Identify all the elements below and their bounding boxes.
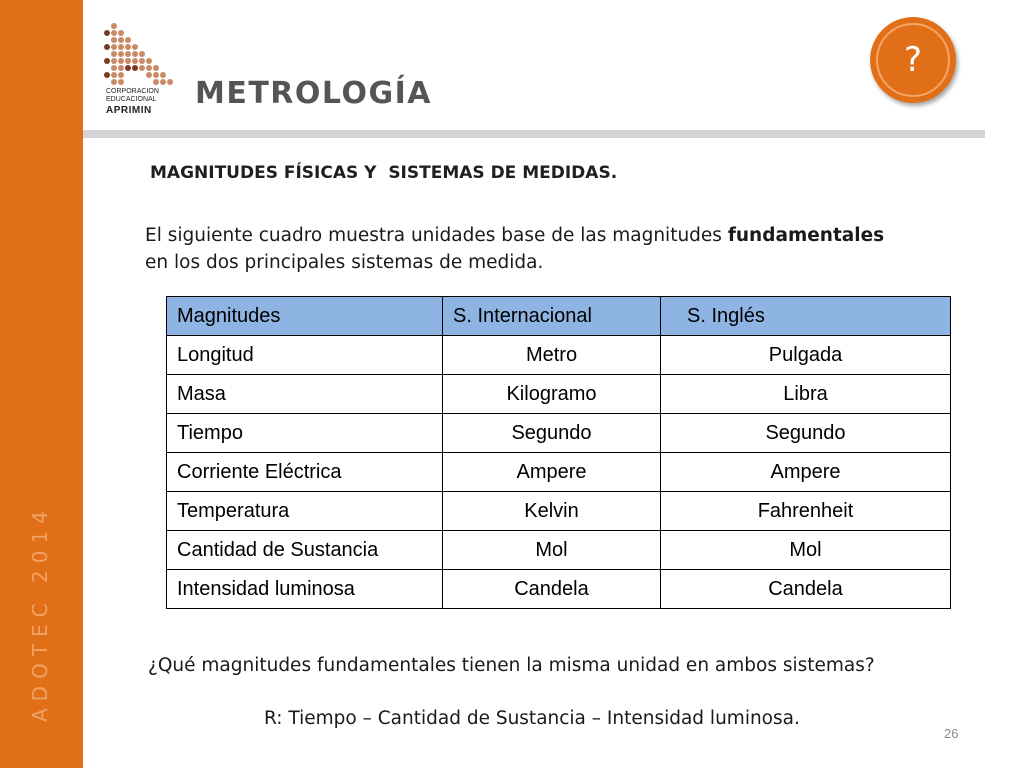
answer-text: R: Tiempo – Cantidad de Sustancia – Intensidad luminosa. [264, 708, 800, 729]
table-cell: Kelvin [443, 492, 661, 531]
units-table [166, 296, 951, 609]
table-cell: Masa [167, 375, 443, 414]
table-header-cell: S. Internacional [443, 297, 661, 336]
table-cell: Tiempo [167, 414, 443, 453]
header-divider [83, 130, 985, 138]
table-row [167, 375, 951, 414]
help-button[interactable] [870, 17, 956, 103]
intro-paragraph [145, 222, 885, 276]
table-cell: Corriente Eléctrica [167, 453, 443, 492]
table-cell: Libra [661, 375, 951, 414]
table-cell: Ampere [443, 453, 661, 492]
table-cell: Metro [443, 336, 661, 375]
table-cell: Intensidad luminosa [167, 570, 443, 609]
logo-icon [104, 22, 176, 88]
table-header-cell: S. Inglés [661, 297, 951, 336]
section-subtitle: MAGNITUDES FÍSICAS Y SISTEMAS DE MEDIDAS. [150, 163, 618, 183]
table-cell: Mol [661, 531, 951, 570]
table-cell: Longitud [167, 336, 443, 375]
sidebar-band [0, 0, 83, 768]
table-cell: Pulgada [661, 336, 951, 375]
table-cell: Cantidad de Sustancia [167, 531, 443, 570]
table-cell: Mol [443, 531, 661, 570]
table-row [167, 570, 951, 609]
table-cell: Ampere [661, 453, 951, 492]
logo-line-2: EDUCACIONAL [106, 96, 157, 103]
logo-line-1: CORPORACION [106, 88, 159, 95]
table-header-cell: Magnitudes [167, 297, 443, 336]
table-cell: Kilogramo [443, 375, 661, 414]
table-cell: Segundo [443, 414, 661, 453]
question-text: ¿Qué magnitudes fundamentales tienen la misma unidad en ambos sistemas? [148, 655, 875, 676]
table-cell: Candela [661, 570, 951, 609]
table-row [167, 453, 951, 492]
table-row [167, 492, 951, 531]
table-cell: Segundo [661, 414, 951, 453]
logo-line-3: APRIMIN [106, 105, 152, 116]
table-cell: Candela [443, 570, 661, 609]
intro-bold-text: fundamentales [727, 225, 885, 246]
sidebar-text: ADOTEC 2014 [28, 504, 52, 722]
table-row [167, 531, 951, 570]
intro-text-1: El siguiente cuadro muestra unidades base de las magnitudes [145, 225, 728, 246]
page-number: 26 [944, 726, 959, 741]
page-title: METROLOGÍA [195, 76, 432, 111]
table-row [167, 336, 951, 375]
table-cell: Fahrenheit [661, 492, 951, 531]
table-header-row [167, 297, 951, 336]
intro-text-2: en los dos principales sistemas de medida. [145, 252, 544, 273]
question-mark-icon: ? [903, 40, 923, 80]
table-row [167, 414, 951, 453]
table-cell: Temperatura [167, 492, 443, 531]
